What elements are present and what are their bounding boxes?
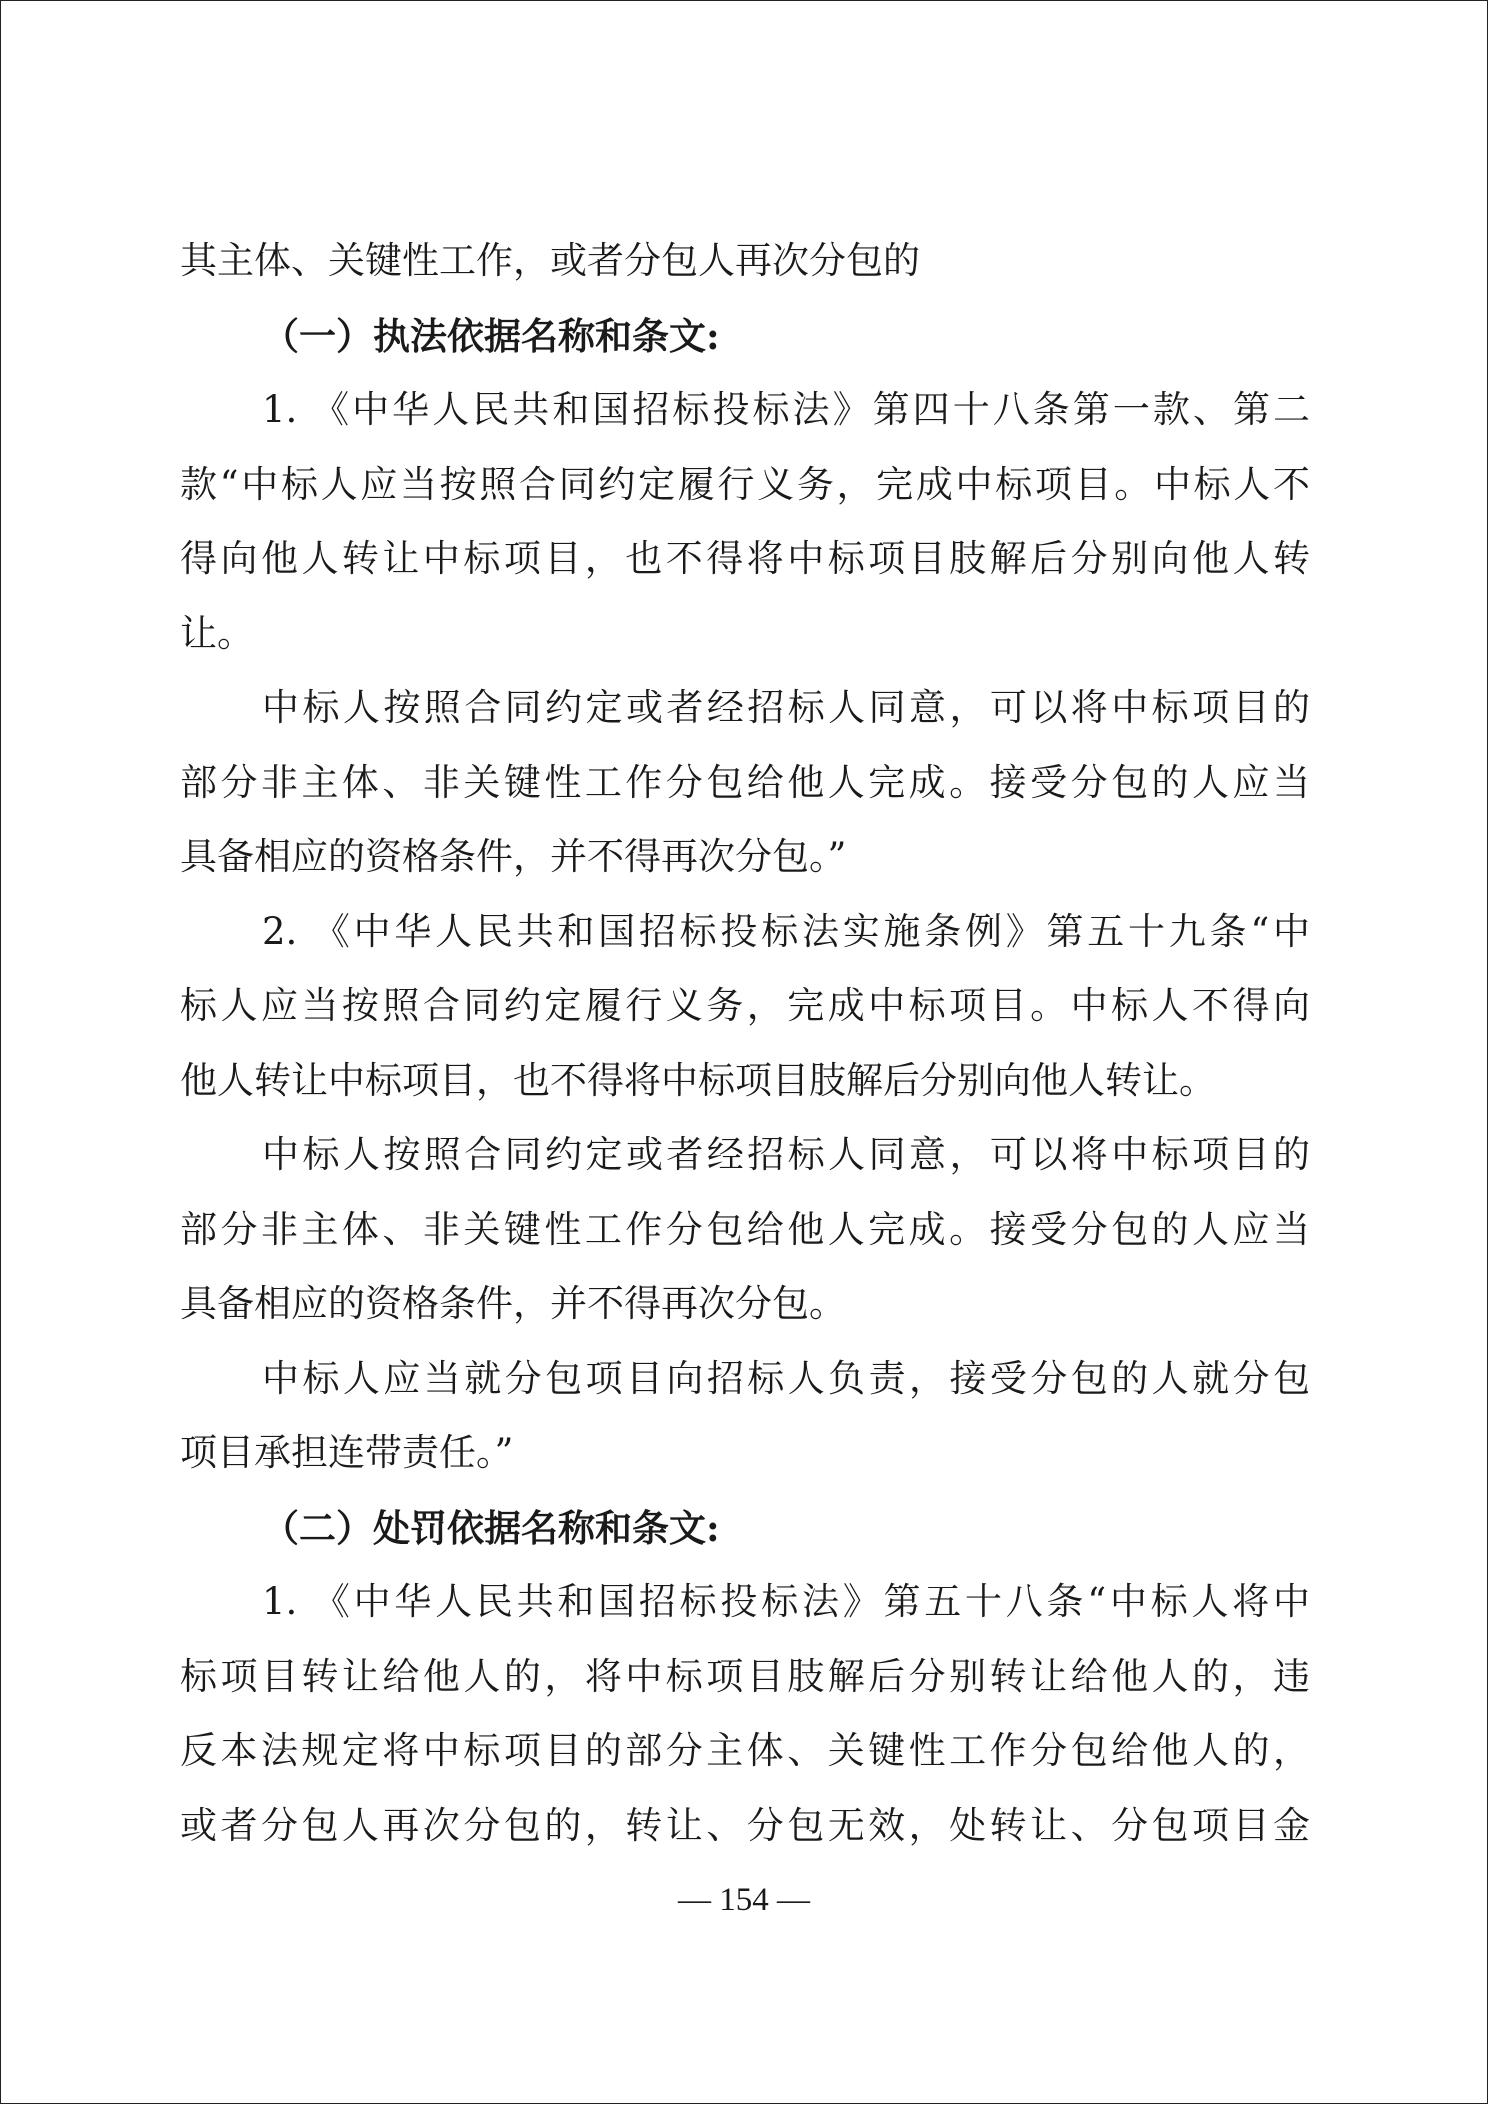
document-body: [180, 224, 1310, 1863]
text-line: 部分非主体、非关键性工作分包给他人完成。接受分包的人应当: [180, 1207, 1310, 1251]
page-number: — 154 —: [678, 1882, 810, 1918]
text-line: 1. 《中华人民共和国招标投标法》第四十八条第一款、第二: [262, 388, 1310, 431]
text-line: 他人转让中标项目，也不得将中标项目肢解后分别向他人转让。: [180, 1058, 1216, 1102]
text-line: 款“中标人应当按照合同约定履行义务，完成中标项目。中标人不: [180, 462, 1310, 506]
text-line: 让。: [180, 611, 254, 655]
text-line: 中标人按照合同约定或者经招标人同意，可以将中标项目的: [262, 686, 1310, 729]
text-line: 反本法规定将中标项目的部分主体、关键性工作分包给他人的，: [180, 1729, 1310, 1772]
section-heading-penalty-basis: （二）处罚依据名称和条文:: [262, 1505, 720, 1550]
text-line: 2. 《中华人民共和国招标投标法实施条例》第五十九条“中: [262, 909, 1310, 953]
text-line: 得向他人转让中标项目，也不得将中标项目肢解后分别向他人转: [180, 537, 1310, 580]
text-line: 具备相应的资格条件，并不得再次分包。”: [180, 835, 847, 878]
text-line: 或者分包人再次分包的，转让、分包无效，处转让、分包项目金: [180, 1803, 1310, 1847]
text-line: 1. 《中华人民共和国招标投标法》第五十八条“中标人将中: [262, 1580, 1310, 1623]
text-line: 项目承担连带责任。”: [180, 1431, 514, 1474]
text-line: 具备相应的资格条件，并不得再次分包。: [180, 1282, 846, 1325]
text-line: 标项目转让给他人的，将中标项目肢解后分别转让给他人的，违: [180, 1654, 1310, 1698]
text-line: 其主体、关键性工作，或者分包人再次分包的: [180, 239, 920, 282]
text-line: 中标人按照合同约定或者经招标人同意，可以将中标项目的: [262, 1133, 1310, 1176]
section-heading-enforcement-basis: （一）执法依据名称和条文:: [262, 313, 720, 358]
text-line: 标人应当按照合同约定履行义务，完成中标项目。中标人不得向: [180, 984, 1310, 1027]
text-line: 中标人应当就分包项目向招标人负责，接受分包的人就分包: [262, 1356, 1310, 1400]
text-line: 部分非主体、非关键性工作分包给他人完成。接受分包的人应当: [180, 760, 1310, 804]
